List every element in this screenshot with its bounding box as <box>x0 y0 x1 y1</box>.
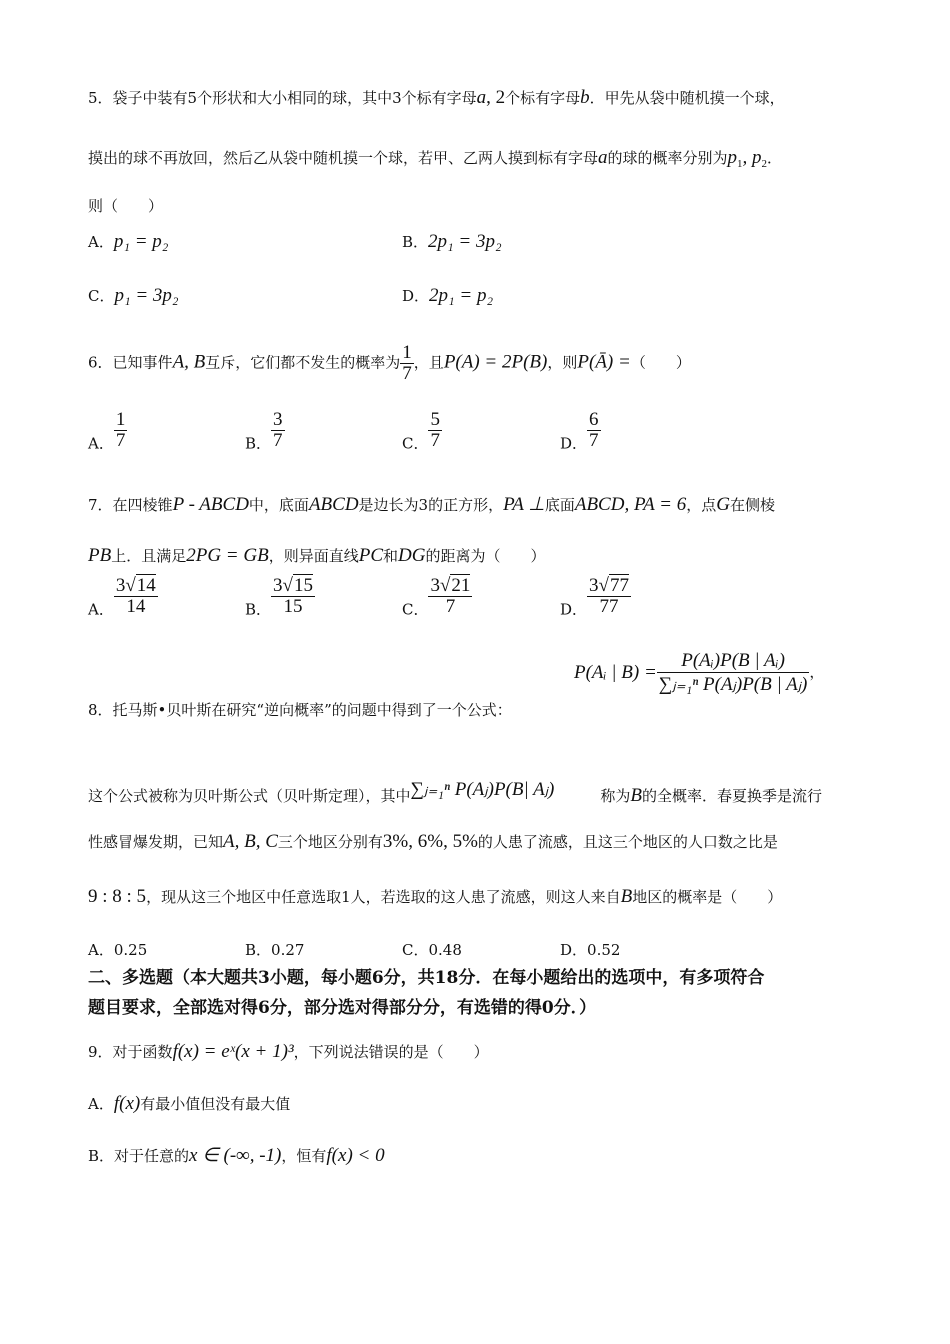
option-label: B． <box>245 434 272 453</box>
q6-option-a <box>88 410 127 454</box>
q7-line2 <box>88 546 546 566</box>
q5-text: 的球的概率分别为 <box>607 149 728 167</box>
q8-line1 <box>88 700 512 720</box>
q7-number: 7． <box>88 496 113 514</box>
q7-option-a <box>88 576 158 620</box>
option-fraction: $\frac{1}{7}$ <box>115 409 126 451</box>
option-fraction: $\frac{6}{7}$ <box>589 409 599 451</box>
q9-text: 对于函数 <box>112 1043 173 1061</box>
q7-line-dg: DG <box>398 545 426 566</box>
option-label: A． <box>88 233 114 251</box>
q5-text: 摸出的球不再放回，然后乙从袋中随机摸一个球，若甲、乙两人摸到标有字母 <box>88 149 599 167</box>
q7-pyramid: P - ABCD <box>172 494 249 515</box>
q9-text: ，下列说法错误的是（ ） <box>293 1043 489 1061</box>
q9-function: f(x) = eˣ(x + 1)³ <box>172 1041 294 1062</box>
q7-option-d <box>560 576 631 620</box>
q7-option-b <box>245 576 315 620</box>
q7-option-c <box>402 576 472 620</box>
option-text: 有最小值但没有最大值 <box>140 1095 291 1113</box>
q8-text: 的全概率．春夏换季是流行 <box>642 787 823 805</box>
q5-line2 <box>88 148 782 174</box>
option-label: C． <box>402 600 429 619</box>
q7-edge: PB <box>88 545 112 566</box>
formula-end: ， <box>809 663 825 681</box>
option-label: D． <box>560 434 588 453</box>
formula-lhs: P(Aᵢ | B) = <box>574 662 657 683</box>
q9-option-a <box>88 1094 290 1114</box>
option-math: p₁ = 3p₂ <box>114 285 179 306</box>
option-label: B． <box>402 233 429 251</box>
q5-text: ．甲先从袋中随机摸一个球， <box>589 89 785 107</box>
option-label: A． <box>88 434 114 453</box>
option-label: A． <box>88 600 114 619</box>
q7-condition: ABCD, PA = 6 <box>574 494 687 515</box>
q9-option-b <box>88 1146 385 1166</box>
section2-heading-line2: 题目要求，全部选对得6分，部分选对得部分分，有选错的得0分．） <box>88 998 597 1018</box>
option-value: 0.52 <box>587 941 621 959</box>
q5-option-a <box>88 232 168 252</box>
q7-text: 是边长为3的正方形， <box>358 496 504 514</box>
q8-regions: A, B, C <box>223 831 278 852</box>
q6-vars: A, B <box>172 351 206 373</box>
option-label: B． <box>245 941 272 959</box>
q5-p1p2: $p_1$, $p_2$ <box>727 147 768 170</box>
q9-line1 <box>88 1042 489 1062</box>
q7-text: 底面 <box>544 496 575 514</box>
q7-text: 上．且满足 <box>111 547 187 565</box>
q6-text: ，则 <box>547 353 578 372</box>
q8-text: 的人患了流感，且这三个地区的人口数之比是 <box>477 833 778 851</box>
q7-point: G <box>716 494 730 515</box>
option-value: 0.27 <box>271 941 305 959</box>
q8-text: 托马斯•贝叶斯在研究“逆向概率”的问题中得到了一个公式： <box>112 701 512 719</box>
q5-text: ． <box>767 149 783 167</box>
q5-line3: 则（ ） <box>88 197 164 215</box>
option-value: 0.25 <box>113 941 148 959</box>
q7-perp: PA ⊥ <box>503 494 545 515</box>
q8-text: ，现从这三个地区中任意选取1人，若选取的这人患了流感，则这人来自 <box>146 888 621 906</box>
q7-text: 中，底面 <box>248 496 309 514</box>
q8-text: 称为 <box>600 787 631 805</box>
q5-var-a: a <box>476 87 487 108</box>
q8-bayes-formula <box>574 650 824 696</box>
option-math: 2p₁ = 3p₂ <box>428 231 502 252</box>
q6-paren: （ ） <box>630 353 691 372</box>
q8-text: 地区的概率是（ ） <box>632 888 783 906</box>
q5-number: 5． <box>88 89 113 107</box>
q6-fraction: $\frac{1}{7}$ <box>402 342 412 384</box>
q6-condition: P(A) = 2P(B) <box>443 351 548 373</box>
q8-sum: ∑ⱼ₌₁ⁿ P(Aⱼ)P(B| Aⱼ) <box>410 779 555 800</box>
option-math: f(x) <box>113 1093 141 1114</box>
q5-var-b: b <box>580 87 590 108</box>
option-text: 对于任意的 <box>114 1147 190 1165</box>
option-label: A． <box>88 941 114 959</box>
option-fraction: $\frac{3}{7}$ <box>273 409 283 451</box>
option-fraction: $\frac{3√21}{7}$ <box>430 575 471 617</box>
option-fraction: $\frac{3√15}{15}$ <box>273 575 313 617</box>
section2-heading-line1: 二、多选题（本大题共3小题，每小题6分，共18分．在每小题给出的选项中，有多项符合 <box>88 968 765 988</box>
option-label: C． <box>402 941 429 959</box>
q7-text: 在四棱锥 <box>112 496 173 514</box>
q6-option-c <box>402 410 442 454</box>
q7-text: ，则异面直线 <box>268 547 359 565</box>
q7-base: ABCD <box>308 494 359 515</box>
q5-var-a: a <box>598 147 608 168</box>
option-math: x ∈ (-∞, -1) <box>189 1145 282 1166</box>
q6-option-d <box>560 410 601 454</box>
q8-line2 <box>88 780 822 806</box>
option-math: 2p₁ = p₂ <box>429 285 494 306</box>
option-fraction: $\frac{5}{7}$ <box>430 409 440 451</box>
option-label: C． <box>402 434 429 453</box>
option-label: C． <box>88 287 115 305</box>
q8-percentages: 3%, 6%, 5% <box>382 831 478 852</box>
q8-line4 <box>88 887 782 907</box>
q8-number: 8． <box>88 701 113 719</box>
q5-text: 袋子中装有5个形状和大小相同的球，其中3个标有字母 <box>112 89 477 107</box>
q5-option-b <box>402 232 502 252</box>
q8-text: 性感冒爆发期，已知 <box>88 833 224 851</box>
q5-line1 <box>88 88 785 108</box>
q8-line3 <box>88 832 778 852</box>
q8-text: 三个地区分别有 <box>277 833 383 851</box>
option-label: D． <box>560 600 588 619</box>
q8-text: 这个公式被称为贝叶斯公式（贝叶斯定理），其中 <box>88 787 411 805</box>
q7-text: 的距离为（ ） <box>425 547 546 565</box>
q9-number: 9． <box>88 1043 113 1061</box>
q8-option-a <box>88 940 147 960</box>
option-value: 0.48 <box>428 941 462 959</box>
option-fraction: $\frac{3√77}{77}$ <box>589 575 629 617</box>
q7-text: ，点 <box>686 496 717 514</box>
q8-var-b: B <box>630 785 642 806</box>
option-text: ，恒有 <box>281 1147 327 1165</box>
q5-text: 个标有字母 <box>505 89 581 107</box>
q7-text: 在侧棱 <box>729 496 775 514</box>
q7-ratio: 2PG = GB <box>186 545 269 566</box>
option-label: B． <box>245 600 272 619</box>
option-label: B． <box>88 1147 115 1165</box>
option-math: p₁ = p₂ <box>113 231 169 252</box>
q8-var-b: B <box>620 886 633 907</box>
q7-line-pc: PC <box>358 545 384 566</box>
q8-option-b <box>245 940 304 960</box>
q6-text: 互斥，它们都不发生的概率为 <box>205 353 401 372</box>
q7-text: 和 <box>383 547 399 565</box>
q5-sep: , 2 <box>486 87 506 108</box>
q5-option-d <box>402 286 493 306</box>
q8-option-c <box>402 940 462 960</box>
option-label: A． <box>88 1095 114 1113</box>
q6-text: 已知事件 <box>112 353 173 372</box>
option-label: D． <box>402 287 430 305</box>
q6-number: 6． <box>88 353 113 372</box>
q8-ratio: 9 : 8 : 5 <box>88 886 147 907</box>
q6-line1 <box>88 343 691 384</box>
q6-ask: P(Ā) = <box>577 351 631 373</box>
q6-text: ，且 <box>413 353 444 372</box>
option-label: D． <box>560 941 588 959</box>
q5-option-c <box>88 286 179 306</box>
q8-option-d <box>560 940 620 960</box>
q6-option-b <box>245 410 285 454</box>
formula-fraction: $\frac{\text{P(Aᵢ)P(B | Aᵢ)}}{\text{∑ⱼ₌₁ⁿ P(Aⱼ)P(B | Aⱼ)}}$ <box>658 650 808 695</box>
q7-line1 <box>88 495 775 515</box>
option-fraction: $\frac{3√14}{14}$ <box>115 575 156 617</box>
option-math: f(x) < 0 <box>326 1145 385 1166</box>
